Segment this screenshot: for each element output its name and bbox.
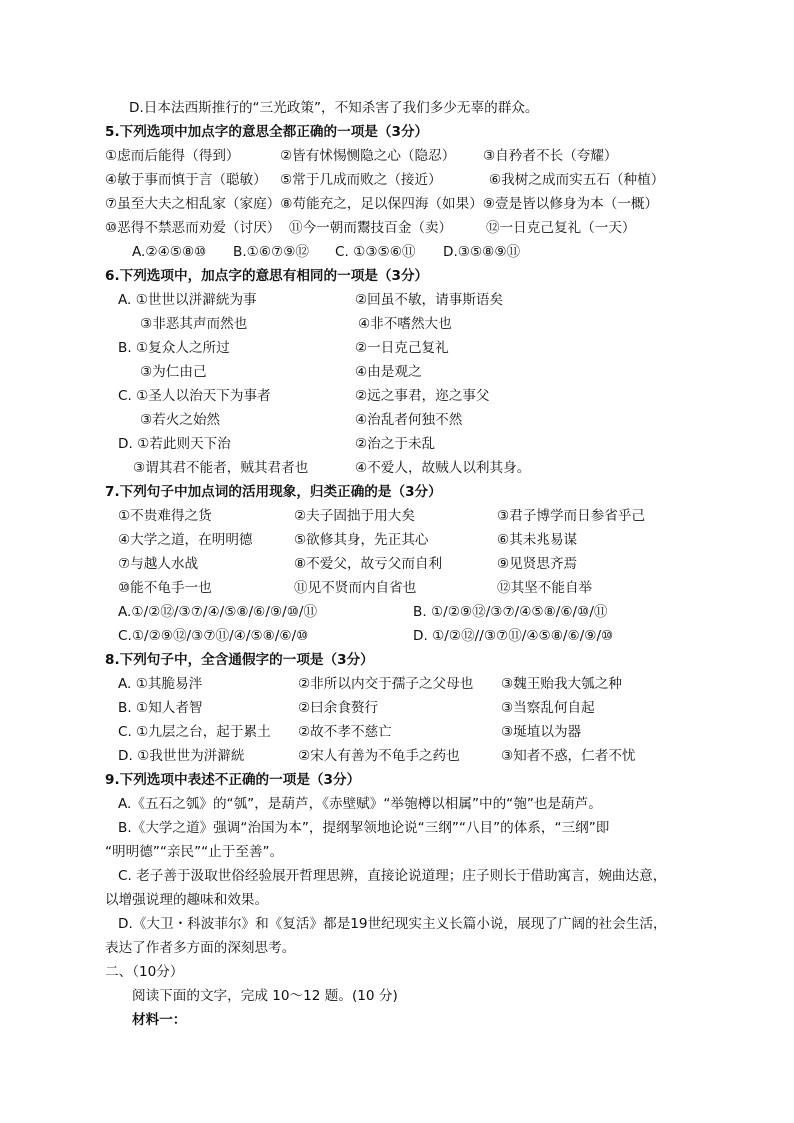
q6-item: ③非恶其声而然也 — [140, 316, 248, 332]
q5-option-b: B.①⑥⑦⑨⑫ — [233, 244, 309, 260]
material-label: 材料一： — [132, 1012, 187, 1028]
q7-option-d: D. ①/②⑫//③⑦⑪/④⑤⑧/⑥/⑨/⑩ — [413, 628, 614, 644]
q8-item: C. ①九层之台，起于累土 — [118, 724, 271, 740]
q6-item: ②远之事君，迩之事父 — [355, 388, 490, 404]
q6-item: ②治之于未乱 — [355, 436, 436, 452]
q5-item-row: ⑦虽至大夫之相乱家（家庭）⑧苟能充之，足以保四海（如果）⑨壹是皆以修身为本（一概） — [105, 196, 659, 212]
q9-option-b: B.《大学之道》强调“治国为本”，提纲挈领地论说“三纲”“八目”的体系，“三纲”即 — [118, 820, 610, 836]
q6-item: ③为仁由己 — [140, 364, 207, 380]
q7-item: ⑪见不贤而内自省也 — [294, 580, 417, 596]
q8-item: ③魏王贻我大瓠之种 — [501, 676, 622, 692]
q7-item: ⑥其未兆易谋 — [497, 532, 578, 548]
q8-item: ③埏埴以为器 — [501, 724, 582, 740]
q7-option-a: A.①/②⑫/③⑦/④/⑤⑧/⑥/⑨/⑩/⑪ — [118, 604, 318, 620]
q6-item: D. ①若此则天下治 — [118, 436, 231, 452]
q6-item: A. ①世世以洴澼絖为事 — [118, 292, 257, 308]
q7-item: ③君子博学而日参省乎己 — [497, 508, 646, 524]
section-heading: 二、（10分） — [105, 964, 184, 980]
q7-item: ⑧不爱父，故亏父而自利 — [294, 556, 443, 572]
q7-stem: 7.下列句子中加点词的活用现象，归类正确的是（3分） — [105, 484, 442, 500]
q6-item: ④非不嗜然大也 — [358, 316, 452, 332]
q5-item: ①虑而后能得（得到） — [105, 148, 240, 164]
q8-item: ②故不孝不慈亡 — [298, 724, 392, 740]
q7-option-b: B. ①/②⑨⑫/③⑦/④⑤⑧/⑥/⑩/⑪ — [413, 604, 608, 620]
q5-item: ⑤常于几成而败之（接近） — [280, 172, 442, 188]
q5-item: ⑪今一朝而鬻技百金（卖） — [289, 220, 453, 236]
q8-item: D. ①我世世为洴澼絖 — [118, 748, 245, 764]
q5-option-d: D.③⑤⑧⑨⑪ — [443, 244, 521, 260]
q7-item: ④大学之道，在明明德 — [118, 532, 253, 548]
q5-option-a: A.②④⑤⑧⑩ — [132, 244, 207, 260]
q6-item: ④不爱人，故贼人以利其身。 — [355, 460, 531, 476]
q5-stem: 5.下列选项中加点字的意思全都正确的一项是（3分） — [105, 124, 429, 140]
q5-item: ⑩恶得不禁恶而劝爱（讨厌） — [105, 220, 281, 236]
q7-option-c: C.①/②⑨⑫/③⑦⑪/④/⑤⑧/⑥/⑩ — [118, 628, 309, 644]
q5-item: ④敏于事而慎于言（聪敏） — [105, 172, 267, 188]
q6-item: ③若火之始然 — [140, 412, 221, 428]
q5-item: ②皆有怵惕恻隐之心（隐忍） — [280, 148, 456, 164]
q8-item: B. ①知人者智 — [118, 700, 203, 716]
q5-option-c: C. ①③⑤⑥⑪ — [335, 244, 416, 260]
q7-item: ②夫子固拙于用大矣 — [294, 508, 415, 524]
q7-item: ⑩能不龟手一也 — [118, 580, 212, 596]
q6-item: ②回虽不敏，请事斯语矣 — [355, 292, 504, 308]
q8-item: ②曰余食赘行 — [298, 700, 379, 716]
q9-option-c: C. 老子善于汲取世俗经验展开哲理思辨，直接论说道理；庄子则长于借助寓言，婉曲达意， — [118, 868, 667, 884]
q9-option-c-cont: 以增强说理的趣味和效果。 — [105, 892, 269, 908]
q6-stem: 6.下列选项中，加点字的意思有相同的一项是（3分） — [105, 268, 429, 284]
q9-option-b-cont: “明明德”“亲民”“止于至善”。 — [105, 844, 284, 860]
q9-option-a: A.《五石之瓠》的“瓠”，是葫芦，《赤壁赋》“举匏樽以相属”中的“匏”也是葫芦。 — [118, 796, 602, 812]
q8-item: ③当察乱何自起 — [501, 700, 595, 716]
q8-item: A. ①其脆易泮 — [118, 676, 203, 692]
q9-option-d: D.《大卫・科波菲尔》和《复活》都是19世纪现实主义长篇小说，展现了广阔的社会生活， — [118, 916, 667, 932]
q7-item: ⑤欲修其身，先正其心 — [294, 532, 429, 548]
q7-item: ⑨见贤思齐焉 — [497, 556, 578, 572]
q6-item: C. ①圣人以治天下为事者 — [118, 388, 271, 404]
q7-item: ⑦与越人水战 — [118, 556, 199, 572]
q8-item: ②宋人有善为不龟手之药也 — [298, 748, 460, 764]
q7-item: ①不贵难得之货 — [118, 508, 212, 524]
q9-stem: 9.下列选项中表述不正确的一项是（3分） — [105, 772, 361, 788]
q6-item: ④由是观之 — [355, 364, 422, 380]
q5-item: ③自矜者不长（夸耀） — [483, 148, 618, 164]
q6-item: ④治乱者何独不然 — [355, 412, 463, 428]
q6-item: ②一日克己复礼 — [355, 340, 449, 356]
q9-option-d-cont: 表达了作者多方面的深刻思考。 — [105, 940, 296, 956]
q6-item: ③谓其君不能者，贼其君者也 — [133, 460, 309, 476]
q5-item: ⑥我树之成而实五石（种植） — [489, 172, 665, 188]
q7-item: ⑫其坚不能自举 — [497, 580, 593, 596]
q8-stem: 8.下列句子中，全含通假字的一项是（3分） — [105, 652, 374, 668]
q6-item: B. ①复众人之所过 — [118, 340, 230, 356]
q4-option-d: D.日本法西斯推行的“三光政策”，不知杀害了我们多少无辜的群众。 — [129, 100, 539, 116]
section-instruction: 阅读下面的文字，完成 10～12 题。(10 分) — [132, 988, 398, 1004]
q5-item: ⑫一日克己复礼（一天） — [486, 220, 636, 236]
q8-item: ②非所以内交于孺子之父母也 — [298, 676, 474, 692]
q8-item: ③知者不惑，仁者不忧 — [501, 748, 636, 764]
